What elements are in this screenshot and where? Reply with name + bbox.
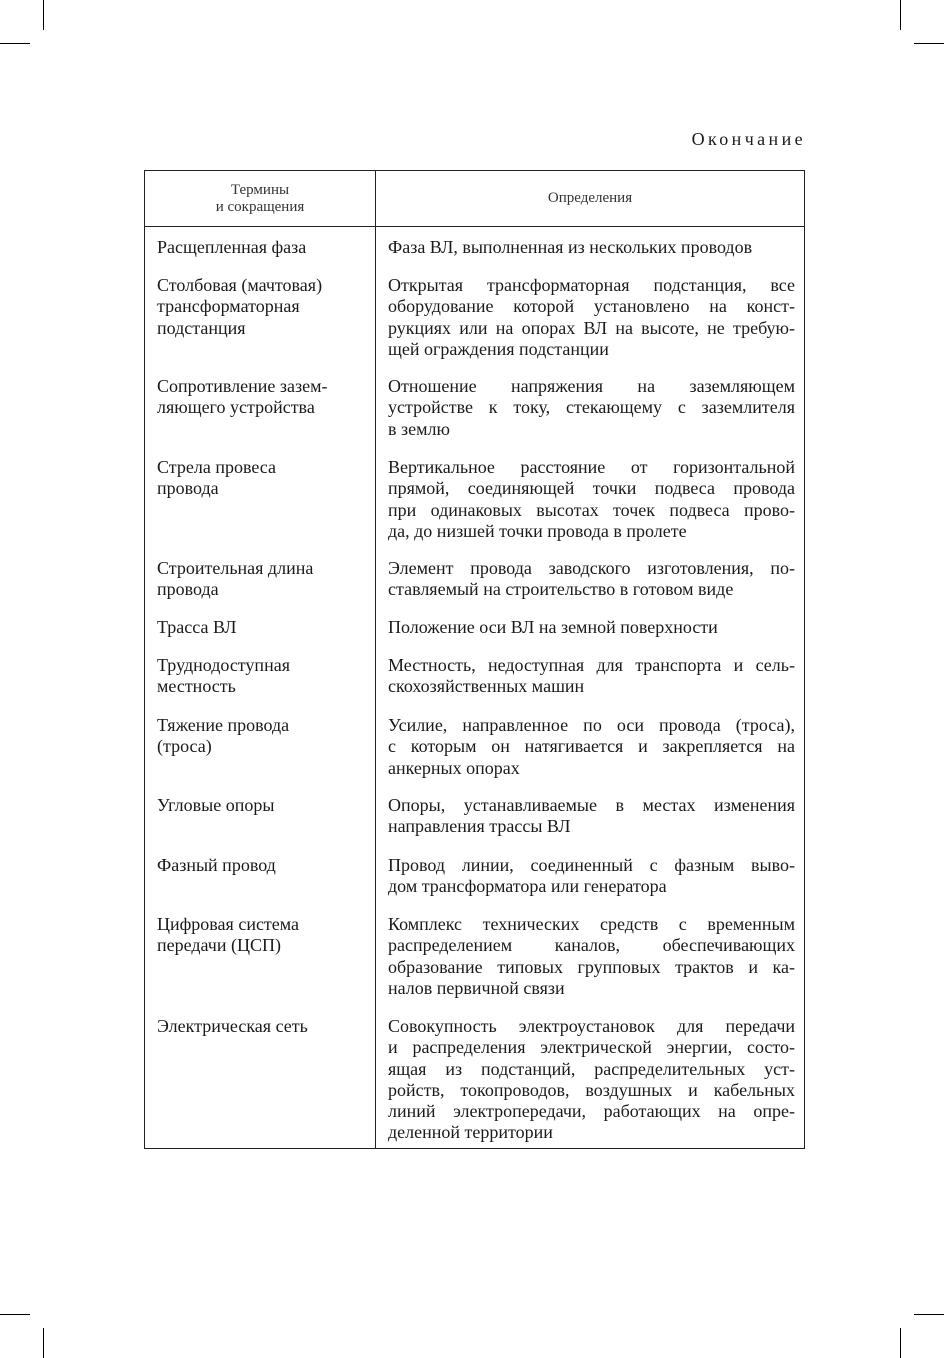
term-cell [157, 558, 367, 601]
term-line: провода [157, 478, 219, 499]
term-line: Труднодоступная [157, 655, 290, 675]
definition-line: ставляемый на строительство в готовом виде [388, 579, 734, 600]
definition-line: Вертикальное расстояние от горизонтальной [388, 457, 795, 477]
definition-cell [388, 795, 795, 838]
definition-cell [388, 237, 795, 258]
term-line: Расщепленная фаза [157, 237, 307, 257]
term-cell [157, 237, 367, 258]
definition-cell [388, 1016, 795, 1144]
term-cell [157, 795, 367, 816]
term-cell [157, 715, 367, 758]
definition-line: при одинаковых высотах точек подвеса прово- [388, 499, 795, 520]
definition-line: Опоры, устанавливаемые в местах изменения [388, 795, 795, 815]
definition-cell [388, 457, 795, 542]
definition-line: распределением каналов, обеспечивающих [388, 935, 795, 956]
term-line: подстанция [157, 317, 246, 338]
terms-table [144, 170, 805, 1149]
term-line: Угловые опоры [157, 795, 275, 815]
term-cell [157, 376, 367, 419]
term-line: Электрическая сеть [157, 1016, 308, 1036]
crop-mark [914, 1314, 944, 1315]
definition-line: направления трассы ВЛ [388, 816, 571, 837]
definition-line: анкерных опорах [388, 757, 520, 778]
term-cell [157, 457, 367, 500]
definition-line: налов первичной связи [388, 977, 565, 998]
definition-line: Совокупность электроустановок для передачи [388, 1016, 795, 1036]
crop-mark [43, 1328, 44, 1358]
term-cell [157, 1016, 367, 1037]
term-line: Фазный провод [157, 855, 276, 875]
definition-line: Местность, недоступная для транспорта и сель- [388, 655, 795, 675]
column-divider [375, 171, 376, 1148]
header-definitions: Определения [547, 190, 633, 206]
term-line: Строительная длина [157, 558, 314, 578]
definition-cell [388, 855, 795, 898]
term-line: (троса) [157, 736, 212, 757]
definition-cell [388, 655, 795, 698]
crop-mark [900, 1328, 901, 1358]
header-terms-line: Термины [230, 181, 290, 198]
definition-line: ящая из подстанций, распределительных уст- [388, 1058, 795, 1079]
term-line: Трасса ВЛ [157, 617, 237, 637]
term-cell [157, 914, 367, 957]
term-line: местность [157, 676, 236, 697]
term-line: Сопротивление зазем- [157, 376, 328, 396]
definition-line: прямой, соединяющей точки подвеса провода [388, 478, 795, 499]
definition-line: и распределения электрической энергии, состо- [388, 1037, 795, 1058]
definition-cell [388, 376, 795, 440]
crop-mark [900, 0, 901, 30]
definition-line: Фаза ВЛ, выполненная из нескольких проводов [388, 237, 753, 257]
term-line: трансформаторная [157, 296, 300, 317]
crop-mark [0, 1314, 30, 1315]
term-line: Столбовая (мачтовая) [157, 275, 323, 295]
crop-mark [0, 43, 30, 44]
header-terms [145, 171, 375, 226]
definition-cell [388, 617, 795, 638]
definition-cell [388, 558, 795, 601]
definition-line: Провод линии, соединенный с фазным выво- [388, 855, 795, 875]
definition-line: Элемент провода заводского изготовления, по- [388, 558, 795, 578]
term-line: Тяжение провода [157, 715, 290, 735]
definition-line: оборудование которой установлено на конст- [388, 296, 795, 317]
definition-line: да, до низшей точки провода в пролете [388, 520, 687, 541]
definition-line: Положение оси ВЛ на земной поверхности [388, 617, 718, 637]
term-line: Стрела провеса [157, 457, 276, 477]
definition-line: Открытая трансформаторная подстанция, все [388, 275, 795, 295]
definition-cell [388, 715, 795, 779]
definition-line: Отношение напряжения на заземляющем [388, 376, 795, 396]
definition-line: Комплекс технических средств с временным [388, 914, 795, 934]
term-cell [157, 655, 367, 698]
definition-line: скохозяйственных машин [388, 676, 585, 697]
definition-line: дом трансформатора или генератора [388, 876, 667, 897]
definition-line: с которым он натягивается и закрепляется на [388, 736, 795, 757]
definition-cell [388, 914, 795, 999]
definition-line: Усилие, направленное по оси провода (троса), [388, 715, 795, 735]
definition-line: рукциях или на опорах ВЛ на высоте, не требую- [388, 317, 795, 338]
header-terms-line: и сокращения [215, 198, 305, 215]
term-line: ляющего устройства [157, 397, 315, 418]
term-cell [157, 855, 367, 876]
definition-line: образование типовых групповых трактов и ка- [388, 956, 795, 977]
definition-line: деленной территории [388, 1122, 553, 1143]
table-continuation-caption: Окончание [691, 129, 806, 149]
header-divider [145, 226, 804, 227]
definition-line: устройстве к току, стекающему с заземлителя [388, 397, 795, 418]
term-line: передачи (ЦСП) [157, 935, 281, 956]
definition-line: щей ограждения подстанции [388, 338, 609, 359]
term-cell [157, 617, 367, 638]
definition-cell [388, 275, 795, 360]
definition-line: линий электропередачи, работающих на опре- [388, 1101, 795, 1122]
definition-line: ройств, токопроводов, воздушных и кабельных [388, 1079, 795, 1100]
definition-line: в землю [388, 418, 450, 439]
term-line: Цифровая система [157, 914, 300, 934]
term-line: провода [157, 579, 219, 600]
crop-mark [914, 43, 944, 44]
term-cell [157, 275, 367, 339]
crop-mark [43, 0, 44, 30]
